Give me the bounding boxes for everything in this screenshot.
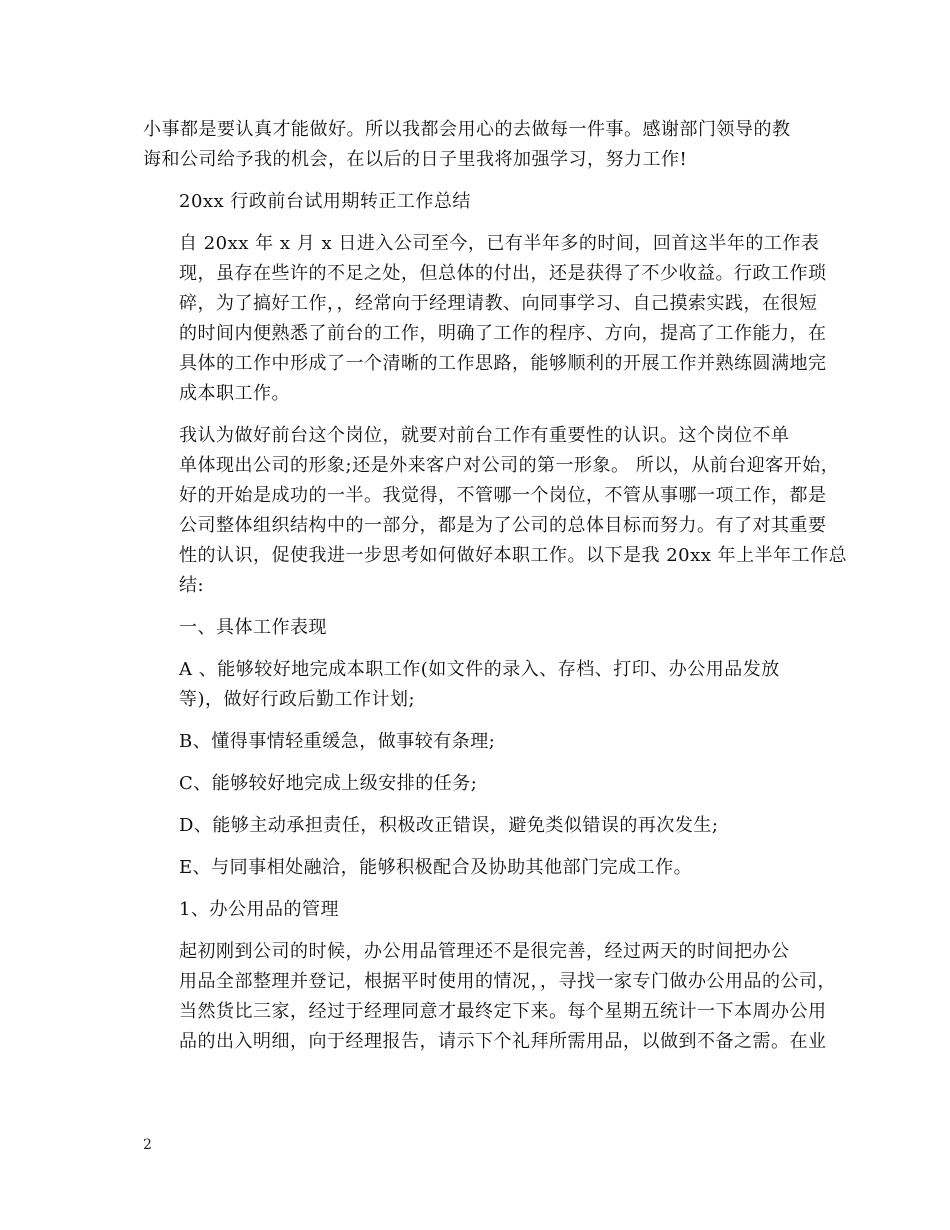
document-body (143, 115, 848, 1069)
text-line: B、懂得事情轻重缓急，做事较有条理; (179, 731, 496, 752)
text-line: 单体现出公司的形象;还是外来客户对公司的第一形象。 所以，从前台迎客开始， (179, 455, 840, 476)
paragraph (143, 187, 807, 217)
text-line: 的时间内便熟悉了前台的工作，明确了工作的程序、方向，提高了工作能力，在 (179, 323, 827, 344)
page-number: 2 (143, 1137, 152, 1153)
text-line: E、与同事相处融洽，能够积极配合及协助其他部门完成工作。 (179, 857, 693, 878)
text-line: 等)，做好行政后勤工作计划; (179, 689, 416, 710)
paragraph (143, 727, 807, 757)
paragraph (143, 421, 848, 601)
text-line: 碎，为了搞好工作，，经常向于经理请教、向同事学习、自己摸索实践，在很短 (179, 293, 818, 314)
text-line: 性的认识，促使我进一步思考如何做好本职工作。以下是我 20xx 年上半年工作总 (179, 545, 848, 566)
text-line: 当然货比三家，经过于经理同意才最终定下来。每个星期五统计一下本周办公用 (179, 1001, 827, 1022)
paragraph (143, 811, 807, 841)
text-line: 用品全部整理并登记，根据平时使用的情况，，寻找一家专门做办公用品的公司， (179, 971, 836, 992)
text-line: A 、能够较好地完成本职工作(如文件的录入、存档、打印、办公用品发放 (179, 659, 780, 680)
paragraph (143, 613, 807, 643)
paragraph (143, 937, 836, 1057)
text-line: 品的出入明细，向于经理报告，请示下个礼拜所需用品，以做到不备之需。在业 (179, 1031, 827, 1052)
text-line: 成本职工作。 (179, 383, 290, 404)
text-line: 自 20xx 年 x 月 x 日进入公司至今，已有半年多的时间，回首这半年的工作表 (179, 233, 820, 254)
text-line: 我认为做好前台这个岗位，就要对前台工作有重要性的认识。这个岗位不单 (179, 425, 790, 446)
text-line: 结: (179, 575, 205, 596)
text-line: 小事都是要认真才能做好。所以我都会用心的去做每一件事。感谢部门领导的教 (143, 119, 791, 140)
paragraph (143, 229, 827, 409)
text-line: 起初刚到公司的时候，办公用品管理还不是很完善，经过两天的时间把办公 (179, 941, 790, 962)
text-line: C、能够较好地完成上级安排的任务; (179, 773, 478, 794)
text-line: 好的开始是成功的一半。我觉得，不管哪一个岗位，不管从事哪一项工作，都是 (179, 485, 827, 506)
paragraph (143, 853, 807, 883)
paragraph (143, 895, 807, 925)
text-line: 诲和公司给予我的机会，在以后的日子里我将加强学习，努力工作! (143, 149, 688, 170)
paragraph (143, 769, 807, 799)
text-line: 1、办公用品的管理 (179, 899, 339, 920)
text-line: 现，虽存在些许的不足之处，但总体的付出，还是获得了不少收益。行政工作琐 (179, 263, 827, 284)
text-line: D、能够主动承担责任，积极改正错误，避免类似错误的再次发生; (179, 815, 719, 836)
text-line: 一、具体工作表现 (179, 617, 327, 638)
paragraph (143, 655, 807, 715)
text-line: 公司整体组织结构中的一部分，都是为了公司的总体目标而努力。有了对其重要 (179, 515, 827, 536)
text-line: 具体的工作中形成了一个清晰的工作思路，能够顺利的开展工作并熟练圆满地完 (179, 353, 827, 374)
paragraph (143, 115, 807, 175)
text-line: 20xx 行政前台试用期转正工作总结 (179, 191, 471, 212)
